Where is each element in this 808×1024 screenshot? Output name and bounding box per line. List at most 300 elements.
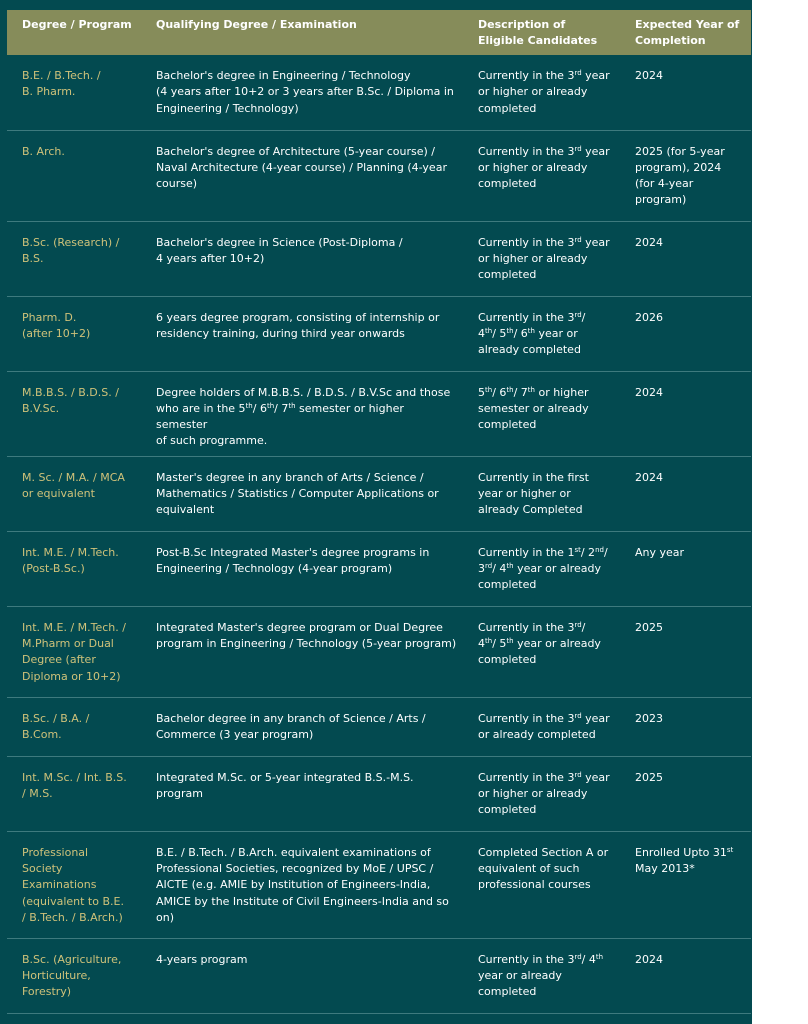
cell-line <box>22 561 135 577</box>
cell-line <box>635 952 745 968</box>
cell-text: May 2013* <box>635 861 695 875</box>
cell-text: 2024 <box>635 235 663 249</box>
cell-line <box>156 160 457 176</box>
cell-line <box>22 652 135 668</box>
cell-line <box>478 786 614 802</box>
cell-text: 2024 <box>635 470 663 484</box>
cell-text: semester or higher semester <box>156 401 404 432</box>
ordinal-suffix: rd <box>574 144 582 153</box>
cell-text: 3 <box>478 561 485 575</box>
cell-text: Integrated M.Sc. or 5-year integrated B.S.-M.S. <box>156 770 414 784</box>
cell-line <box>635 385 745 401</box>
cell-text: year or already <box>478 968 562 982</box>
cell-text: Bachelor's degree in Science (Post-Diploma / <box>156 235 403 249</box>
cell-text: year <box>581 770 610 784</box>
cell-text: B.S. <box>22 251 44 265</box>
cell-qualifying <box>141 130 463 221</box>
table-row <box>7 938 751 1013</box>
ordinal-suffix: rd <box>574 310 582 319</box>
cell-text: or already completed <box>478 727 596 741</box>
cell-text: (equivalent to B.E. <box>22 894 124 908</box>
cell-line <box>156 401 457 434</box>
header-degree-label: Degree / Program <box>22 18 132 31</box>
cell-degree <box>7 697 141 756</box>
cell-text: Currently in the 1 <box>478 545 575 559</box>
cell-text: Int. M.Sc. / Int. B.S. <box>22 770 127 784</box>
cell-line <box>156 235 457 251</box>
cell-text: B. Pharm. <box>22 85 76 99</box>
cell-text: year or already <box>513 561 601 575</box>
cell-line <box>478 968 614 984</box>
cell-text: B.Sc. (Agriculture, <box>22 952 122 966</box>
cell-line <box>478 952 614 968</box>
cell-text: Commerce (3 year program) <box>156 727 314 741</box>
ordinal-suffix: th <box>266 401 275 410</box>
cell-text: completed <box>478 268 537 282</box>
table-body <box>7 55 751 1013</box>
cell-description <box>463 697 620 756</box>
cell-line <box>478 802 614 818</box>
cell-text: / 5 <box>492 636 507 650</box>
header-degree <box>7 10 141 55</box>
ordinal-suffix: nd <box>595 545 604 554</box>
cell-text: Diploma or 10+2) <box>22 669 121 683</box>
cell-text: / <box>603 545 608 559</box>
cell-line <box>478 770 614 786</box>
cell-text: Naval Architecture (4-year course) / Planning (4-year <box>156 160 447 174</box>
cell-description <box>463 831 620 938</box>
cell-text: / 6 <box>492 385 507 399</box>
cell-line <box>22 68 135 84</box>
cell-text: 2024 <box>635 385 663 399</box>
cell-line <box>478 84 614 100</box>
cell-line <box>478 267 614 283</box>
cell-text: B.Sc. / B.A. / <box>22 711 90 725</box>
cell-text: Currently in the first <box>478 470 589 484</box>
cell-text: Bachelor degree in any branch of Science / Arts / <box>156 711 426 725</box>
cell-line <box>156 326 457 342</box>
cell-text: already completed <box>478 343 581 357</box>
cell-line <box>478 845 614 861</box>
cell-text: or higher or already <box>478 786 588 800</box>
cell-qualifying <box>141 221 463 296</box>
cell-text: / 4 <box>581 952 596 966</box>
cell-text: program) <box>635 193 687 207</box>
cell-text: (after 10+2) <box>22 326 91 340</box>
cell-line <box>22 470 135 486</box>
cell-text: M.Pharm or Dual <box>22 636 114 650</box>
cell-line <box>22 845 135 861</box>
cell-qualifying <box>141 606 463 697</box>
header-year <box>620 10 751 55</box>
header-qualifying <box>141 10 463 55</box>
header-qualifying-label: Qualifying Degree / Examination <box>156 18 357 31</box>
cell-degree <box>7 456 141 531</box>
cell-qualifying <box>141 456 463 531</box>
table-row <box>7 130 751 221</box>
cell-line <box>478 68 614 84</box>
cell-year <box>620 531 751 606</box>
cell-text: B.Sc. (Research) / <box>22 235 120 249</box>
cell-year <box>620 606 751 697</box>
table-header-row <box>7 10 751 55</box>
ordinal-suffix: rd <box>574 620 582 629</box>
cell-line <box>22 669 135 685</box>
cell-line <box>156 877 457 893</box>
cell-text: Currently in the 3 <box>478 952 575 966</box>
cell-line <box>635 68 745 84</box>
cell-text: 4 years after 10+2) <box>156 251 265 265</box>
cell-text: equivalent <box>156 503 215 517</box>
cell-text: completed <box>478 101 537 115</box>
cell-text: B.E. / B.Tech. / B.Arch. equivalent examinations of <box>156 845 431 859</box>
cell-text: Society <box>22 861 63 875</box>
cell-text: already Completed <box>478 503 583 517</box>
cell-text: / <box>581 620 586 634</box>
cell-text: Currently in the 3 <box>478 310 575 324</box>
cell-text: / 5 <box>492 326 507 340</box>
cell-line <box>635 176 745 192</box>
cell-degree <box>7 130 141 221</box>
cell-text: 2025 (for 5-year <box>635 144 725 158</box>
cell-line <box>156 385 457 401</box>
cell-line <box>478 160 614 176</box>
cell-text: 4-years program <box>156 952 248 966</box>
cell-text: 2026 <box>635 310 663 324</box>
cell-year <box>620 130 751 221</box>
cell-line <box>22 711 135 727</box>
cell-qualifying <box>141 531 463 606</box>
cell-text: Degree (after <box>22 653 96 667</box>
cell-line <box>156 502 457 518</box>
cell-text: M.B.B.S. / B.D.S. / <box>22 385 119 399</box>
cell-text: Currently in the 3 <box>478 770 575 784</box>
ordinal-suffix: th <box>485 636 493 645</box>
cell-line <box>156 101 457 117</box>
cell-text: Bachelor's degree of Architecture (5-year course) / <box>156 144 435 158</box>
ordinal-suffix: rd <box>485 561 493 570</box>
cell-text: Currently in the 3 <box>478 620 575 634</box>
cell-description <box>463 456 620 531</box>
cell-line <box>156 144 457 160</box>
cell-text: 2024 <box>635 952 663 966</box>
table-row <box>7 831 751 938</box>
cell-text: completed <box>478 177 537 191</box>
cell-text: completed <box>478 985 537 999</box>
cell-line <box>478 620 614 636</box>
cell-text: or higher <box>534 385 589 399</box>
table-row <box>7 296 751 371</box>
table-row <box>7 756 751 831</box>
cell-degree <box>7 221 141 296</box>
cell-degree <box>7 296 141 371</box>
cell-line <box>635 470 745 486</box>
cell-year <box>620 938 751 1013</box>
cell-line <box>478 861 614 877</box>
cell-year <box>620 371 751 456</box>
cell-line <box>22 984 135 1000</box>
cell-text: / 6 <box>252 401 267 415</box>
ordinal-suffix: rd <box>574 235 582 244</box>
cell-text: year <box>581 235 610 249</box>
table-row <box>7 371 751 456</box>
cell-text: / 7 <box>274 401 289 415</box>
cell-text: (4 years after 10+2 or 3 years after B.Sc. / Diploma in <box>156 85 454 99</box>
cell-qualifying <box>141 756 463 831</box>
ordinal-suffix: th <box>506 385 514 394</box>
cell-description <box>463 130 620 221</box>
cell-line <box>478 727 614 743</box>
cell-line <box>22 877 135 893</box>
cell-text: (for 4-year <box>635 177 694 191</box>
cell-text: M. Sc. / M.A. / MCA <box>22 470 125 484</box>
table-row <box>7 606 751 697</box>
ordinal-suffix: rd <box>574 711 582 720</box>
cell-line <box>22 251 135 267</box>
cell-line <box>22 486 135 502</box>
cell-line <box>478 251 614 267</box>
cell-line <box>635 192 745 208</box>
cell-line <box>22 910 135 926</box>
ordinal-suffix: st <box>574 545 581 554</box>
cell-line <box>635 620 745 636</box>
cell-text: year <box>581 711 610 725</box>
cell-text: residency training, during third year onwards <box>156 326 405 340</box>
cell-line <box>478 326 614 342</box>
cell-line <box>635 160 745 176</box>
cell-line <box>635 545 745 561</box>
cell-text: B.V.Sc. <box>22 401 60 415</box>
eligibility-table <box>7 10 751 1014</box>
cell-text: Mathematics / Statistics / Computer Applications or <box>156 486 439 500</box>
cell-text: Any year <box>635 545 685 559</box>
cell-line <box>22 952 135 968</box>
cell-text: Horticulture, <box>22 968 91 982</box>
cell-description <box>463 221 620 296</box>
cell-text: AICTE (e.g. AMIE by Institution of Engineers-India, <box>156 878 431 892</box>
cell-description <box>463 55 620 130</box>
cell-line <box>635 235 745 251</box>
cell-line <box>478 176 614 192</box>
cell-year <box>620 831 751 938</box>
ordinal-suffix: rd <box>574 952 582 961</box>
cell-text: / 2 <box>580 545 596 559</box>
cell-text: / 6 <box>513 326 528 340</box>
cell-line <box>478 342 614 358</box>
cell-line <box>156 68 457 84</box>
cell-line <box>478 545 614 561</box>
cell-text: Int. M.E. / M.Tech. / <box>22 620 126 634</box>
cell-text: B. Arch. <box>22 144 65 158</box>
cell-text: B.E. / B.Tech. / <box>22 69 101 82</box>
cell-line <box>156 433 457 449</box>
cell-line <box>156 470 457 486</box>
cell-year <box>620 221 751 296</box>
cell-text: Professional <box>22 845 89 859</box>
table-row <box>7 697 751 756</box>
cell-year <box>620 456 751 531</box>
cell-line <box>635 310 745 326</box>
cell-line <box>156 561 457 577</box>
cell-text: or higher or already <box>478 251 588 265</box>
cell-line <box>478 385 614 401</box>
cell-text: 4 <box>478 326 485 340</box>
ordinal-suffix: st <box>726 845 734 854</box>
cell-text: on) <box>156 910 174 924</box>
cell-line <box>156 636 457 652</box>
cell-text: program in Engineering / Technology (5-year program) <box>156 636 457 650</box>
cell-line <box>478 101 614 117</box>
ordinal-suffix: rd <box>574 69 582 77</box>
cell-text: Currently in the 3 <box>478 69 575 82</box>
table-row <box>7 531 751 606</box>
cell-degree <box>7 938 141 1013</box>
ordinal-suffix: th <box>527 385 535 394</box>
cell-line <box>156 861 457 877</box>
table-row <box>7 221 751 296</box>
cell-text: Professional Societies, recognized by MoE / UPSC / <box>156 861 434 875</box>
cell-line <box>635 770 745 786</box>
cell-line <box>478 577 614 593</box>
cell-text: or higher or already <box>478 85 588 99</box>
cell-line <box>22 401 135 417</box>
ordinal-suffix: th <box>288 401 296 410</box>
cell-qualifying <box>141 371 463 456</box>
cell-text: program), 2024 <box>635 160 722 174</box>
header-description <box>463 10 620 55</box>
cell-line <box>22 727 135 743</box>
cell-line <box>22 385 135 401</box>
cell-text: Bachelor's degree in Engineering / Technology <box>156 69 411 82</box>
cell-line <box>478 502 614 518</box>
header-description-label: Description of Eligible Candidates <box>478 18 598 47</box>
cell-line <box>156 894 457 910</box>
cell-year <box>620 55 751 130</box>
cell-line <box>156 786 457 802</box>
cell-year <box>620 296 751 371</box>
cell-text: Degree holders of M.B.B.S. / B.D.S. / B.V.Sc and those <box>156 385 451 399</box>
cell-line <box>635 711 745 727</box>
cell-line <box>156 727 457 743</box>
cell-text: year or higher or <box>478 486 571 500</box>
ordinal-suffix: th <box>527 326 535 335</box>
cell-qualifying <box>141 938 463 1013</box>
cell-text: Currently in the 3 <box>478 144 575 158</box>
cell-line <box>156 620 457 636</box>
cell-text: / 7 <box>513 385 528 399</box>
ordinal-suffix: th <box>506 561 514 570</box>
cell-text: / B.Tech. / B.Arch.) <box>22 910 123 924</box>
cell-text: completed <box>478 653 537 667</box>
cell-text: Int. M.E. / M.Tech. <box>22 545 119 559</box>
cell-text: or higher or already <box>478 160 588 174</box>
cell-text: / <box>581 310 586 324</box>
cell-qualifying <box>141 697 463 756</box>
cell-text: Engineering / Technology (4-year program) <box>156 561 393 575</box>
cell-text: equivalent of such <box>478 861 580 875</box>
cell-degree <box>7 531 141 606</box>
cell-text: 4 <box>478 636 485 650</box>
cell-text: Enrolled Upto 31 <box>635 845 727 859</box>
cell-text: Completed Section A or <box>478 845 609 859</box>
cell-text: completed <box>478 578 537 592</box>
cell-line <box>22 545 135 561</box>
cell-text: 6 years degree program, consisting of internship or <box>156 310 440 324</box>
cell-line <box>156 84 457 100</box>
cell-line <box>156 251 457 267</box>
cell-line <box>478 144 614 160</box>
cell-line <box>478 636 614 652</box>
cell-line <box>156 770 457 786</box>
cell-text: 2023 <box>635 711 663 725</box>
cell-line <box>22 968 135 984</box>
cell-text: year <box>581 144 610 158</box>
cell-line <box>22 786 135 802</box>
ordinal-suffix: th <box>485 385 493 394</box>
cell-line <box>478 711 614 727</box>
header-year-label: Expected Year of Completion <box>635 18 740 47</box>
cell-line <box>22 894 135 910</box>
cell-text: year <box>581 69 610 82</box>
cell-text: Integrated Master's degree program or Dual Degree <box>156 620 443 634</box>
cell-line <box>22 84 135 100</box>
cell-line <box>156 952 457 968</box>
cell-year <box>620 756 751 831</box>
cell-line <box>156 711 457 727</box>
ordinal-suffix: th <box>595 952 604 961</box>
cell-line <box>22 326 135 342</box>
cell-text: AMICE by the Institute of Civil Engineers-India and so <box>156 894 449 908</box>
cell-text: 2025 <box>635 620 663 634</box>
cell-text: Forestry) <box>22 985 72 999</box>
cell-line <box>478 310 614 326</box>
cell-line <box>156 310 457 326</box>
cell-text: (Post-B.Sc.) <box>22 561 85 575</box>
cell-text: who are in the 5 <box>156 401 246 415</box>
cell-text: / M.S. <box>22 786 53 800</box>
cell-line <box>478 652 614 668</box>
cell-line <box>635 861 745 877</box>
cell-line <box>156 486 457 502</box>
cell-text: completed <box>478 418 537 432</box>
cell-degree <box>7 371 141 456</box>
cell-line <box>22 636 135 652</box>
table-row <box>7 456 751 531</box>
ordinal-suffix: rd <box>574 770 582 779</box>
cell-text: professional courses <box>478 878 591 892</box>
cell-line <box>22 620 135 636</box>
cell-description <box>463 606 620 697</box>
cell-line <box>478 470 614 486</box>
cell-text: Currently in the 3 <box>478 235 575 249</box>
cell-description <box>463 371 620 456</box>
cell-description <box>463 531 620 606</box>
cell-qualifying <box>141 296 463 371</box>
cell-text: B.Com. <box>22 727 62 741</box>
cell-degree <box>7 756 141 831</box>
ordinal-suffix: th <box>506 326 514 335</box>
cell-text: Pharm. D. <box>22 310 77 324</box>
cell-text: or equivalent <box>22 486 95 500</box>
cell-line <box>22 310 135 326</box>
cell-line <box>478 561 614 577</box>
cell-line <box>635 144 745 160</box>
cell-text: Examinations <box>22 878 97 892</box>
cell-line <box>478 417 614 433</box>
cell-qualifying <box>141 831 463 938</box>
cell-degree <box>7 55 141 130</box>
cell-text: 2025 <box>635 770 663 784</box>
